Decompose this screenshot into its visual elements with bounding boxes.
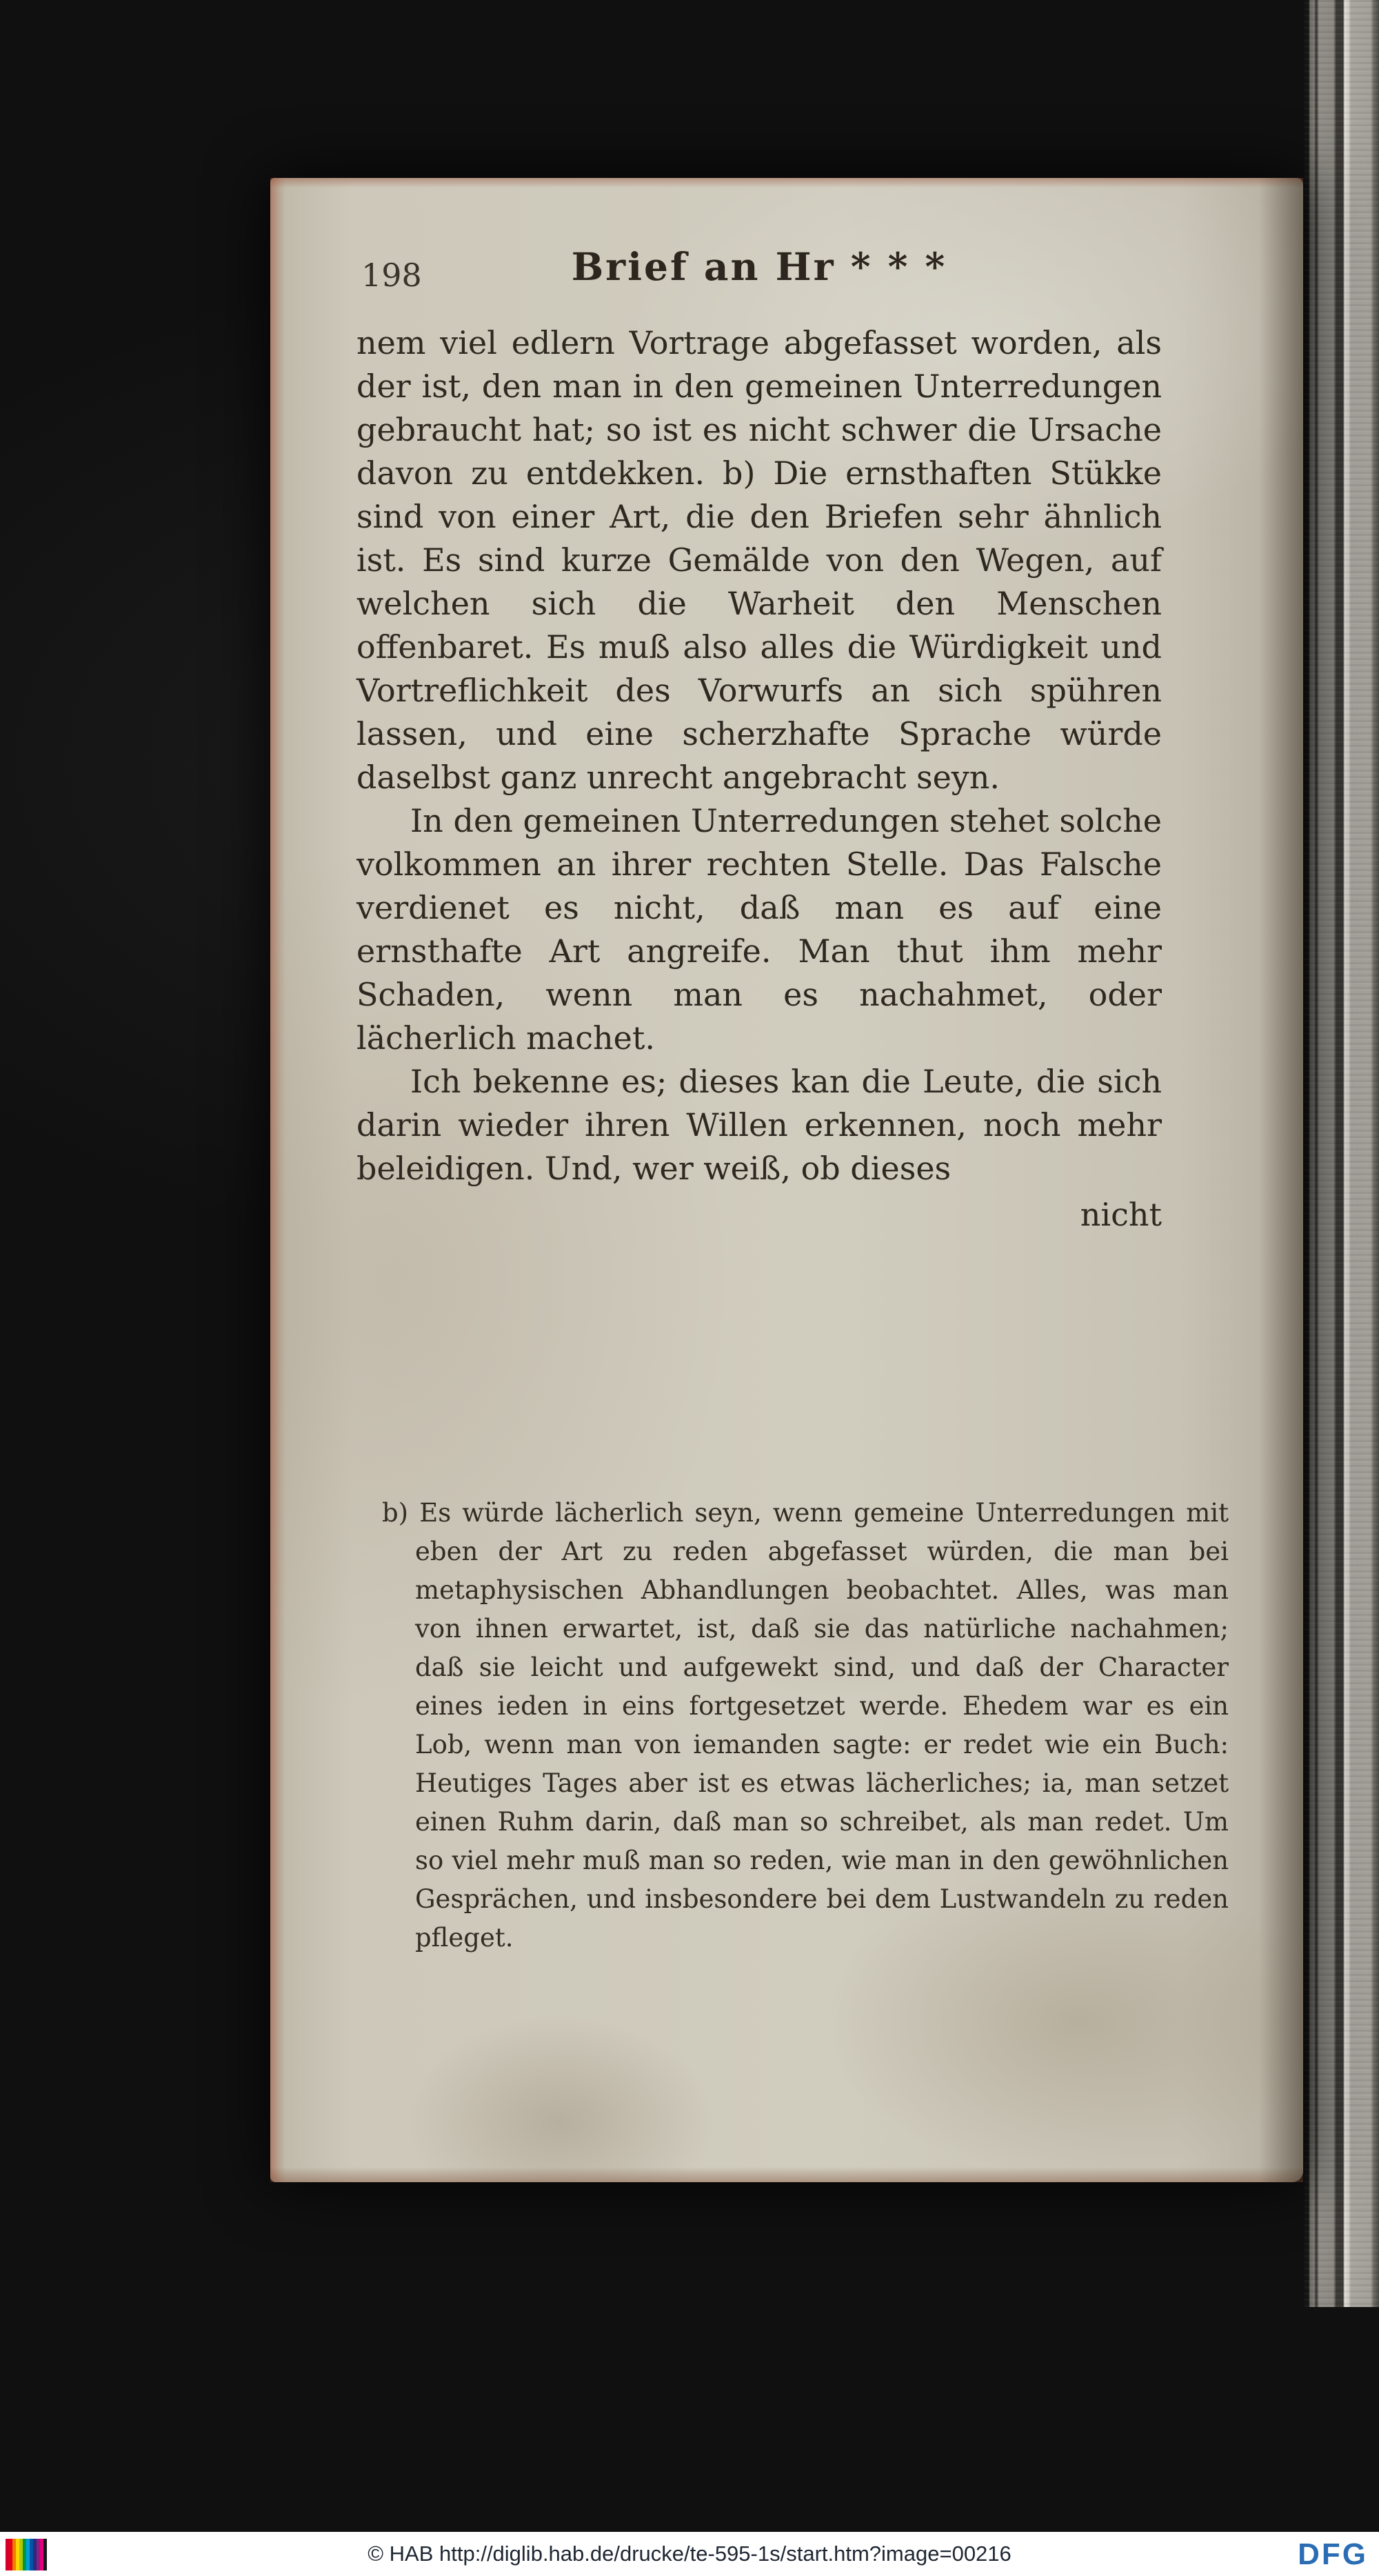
paragraph: Ich bekenne es; dieses kan die Leute, die sich darin wieder ihren Willen erkennen, noch mehr beleidigen. Und, wer weiß, ob dieses	[356, 1063, 1162, 1187]
catchword: nicht	[1080, 1196, 1162, 1233]
viewer-footer	[0, 2532, 1379, 2576]
body-text	[356, 321, 1162, 1237]
page-gutter-shadow	[1259, 178, 1303, 2182]
copyright-text: © HAB http://diglib.hab.de/drucke/te-595-1s/start.htm?image=00216	[368, 2542, 1011, 2566]
page-heading: Brief an Hr * * *	[571, 244, 947, 289]
paragraph: In den gemeinen Unterredungen stehet solche volkommen an ihrer rechten Stelle. Das Falsche verdienet es nicht, daß man es auf eine ernsthafte Art angreife. Man thut ihm mehr Schaden, wenn man es nachahmet, oder lächerlich machet.	[356, 802, 1162, 1057]
scanned-page	[270, 178, 1303, 2182]
page-edge-tint-bottom	[270, 2167, 1303, 2182]
page-edge-tint-left	[270, 178, 285, 2182]
page-number: 198	[361, 257, 422, 294]
dfg-logo: DFG	[1298, 2537, 1368, 2571]
page-edge-tint-top	[270, 178, 1303, 188]
paragraph: nem viel edlern Vortrage abgefasset worden, als der ist, den man in den gemeinen Unterredungen gebraucht hat; so ist es nicht schwer die Ursache davon zu entdekken. b) Die ernsthaften Stükke sind von einer Art, die den Briefen sehr ähnlich ist. Es sind kurze Gemälde von den Wegen, auf welchen sich die Warheit den Menschen offenbaret. Es muß also alles die Würdigkeit und Vortreflichkeit des Vorwurfs an sich spühren lassen, und eine scherzhafte Sprache würde daselbst ganz unrecht angebracht seyn.	[356, 324, 1162, 796]
footnote: b) Es würde lächerlich seyn, wenn gemeine Unterredungen mit eben der Art zu reden abgefasset würden, die man bei metaphysischen Abhandlungen beobachtet. Alles, was man von ihnen erwartet, ist, daß sie das natürliche nachahmen; daß sie leicht und aufgewekt sind, und daß der Character eines ieden in eins fortgesetzet werde. Ehedem war es ein Lob, wenn man von iemanden sagte: er redet wie ein Buch: Heutiges Tages aber ist es etwas lächerliches; ia, man setzet einen Ruhm darin, daß man so schreibet, als man redet. Um so viel mehr muß man so reden, wie man in den gewöhnlichen Gesprächen, und insbesondere bei dem Lustwandeln zu reden pfleget.	[382, 1498, 1229, 1953]
book-fore-edge	[1305, 0, 1379, 2307]
